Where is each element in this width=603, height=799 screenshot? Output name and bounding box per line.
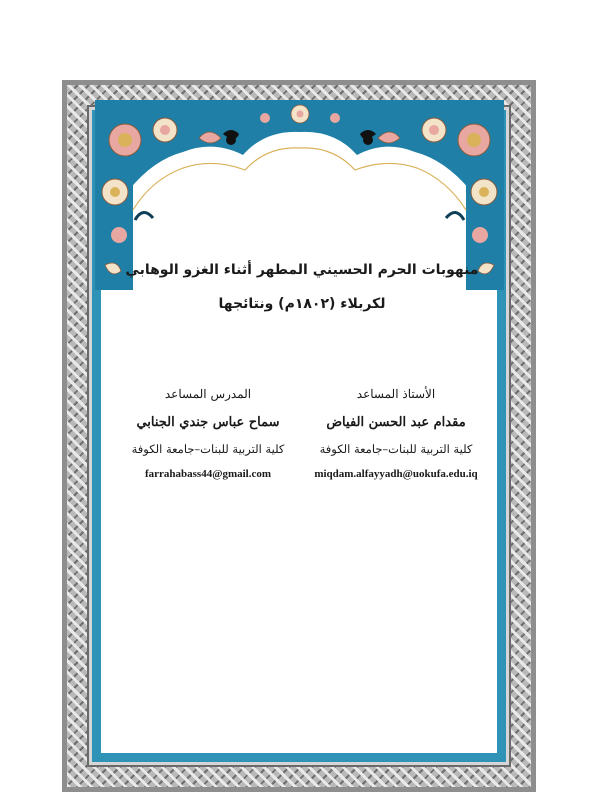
author-block-2: [108, 386, 308, 481]
author-block-1: [296, 386, 496, 481]
author-affiliation: كلية التربية للبنات–جامعة الكوفة: [319, 442, 473, 456]
document-title-line-2: لكربلاء (١٨٠٢م) ونتائجها: [218, 296, 386, 312]
author-name: سماح عباس جندي الجنابي: [136, 415, 280, 430]
author-role: المدرس المساعد: [164, 387, 252, 401]
author-affiliation: كلية التربية للبنات–جامعة الكوفة: [131, 442, 285, 456]
author-role: الأستاذ المساعد: [356, 387, 436, 401]
author-name: مقدام عبد الحسن الفياض: [326, 415, 466, 430]
author-email[interactable]: farrahabass44@gmail.com: [144, 468, 272, 480]
document-title-line-1: منهوبات الحرم الحسيني المطهر أثناء الغزو الوهابي: [125, 262, 479, 278]
author-email[interactable]: miqdam.alfayyadh@uokufa.edu.iq: [314, 468, 478, 480]
